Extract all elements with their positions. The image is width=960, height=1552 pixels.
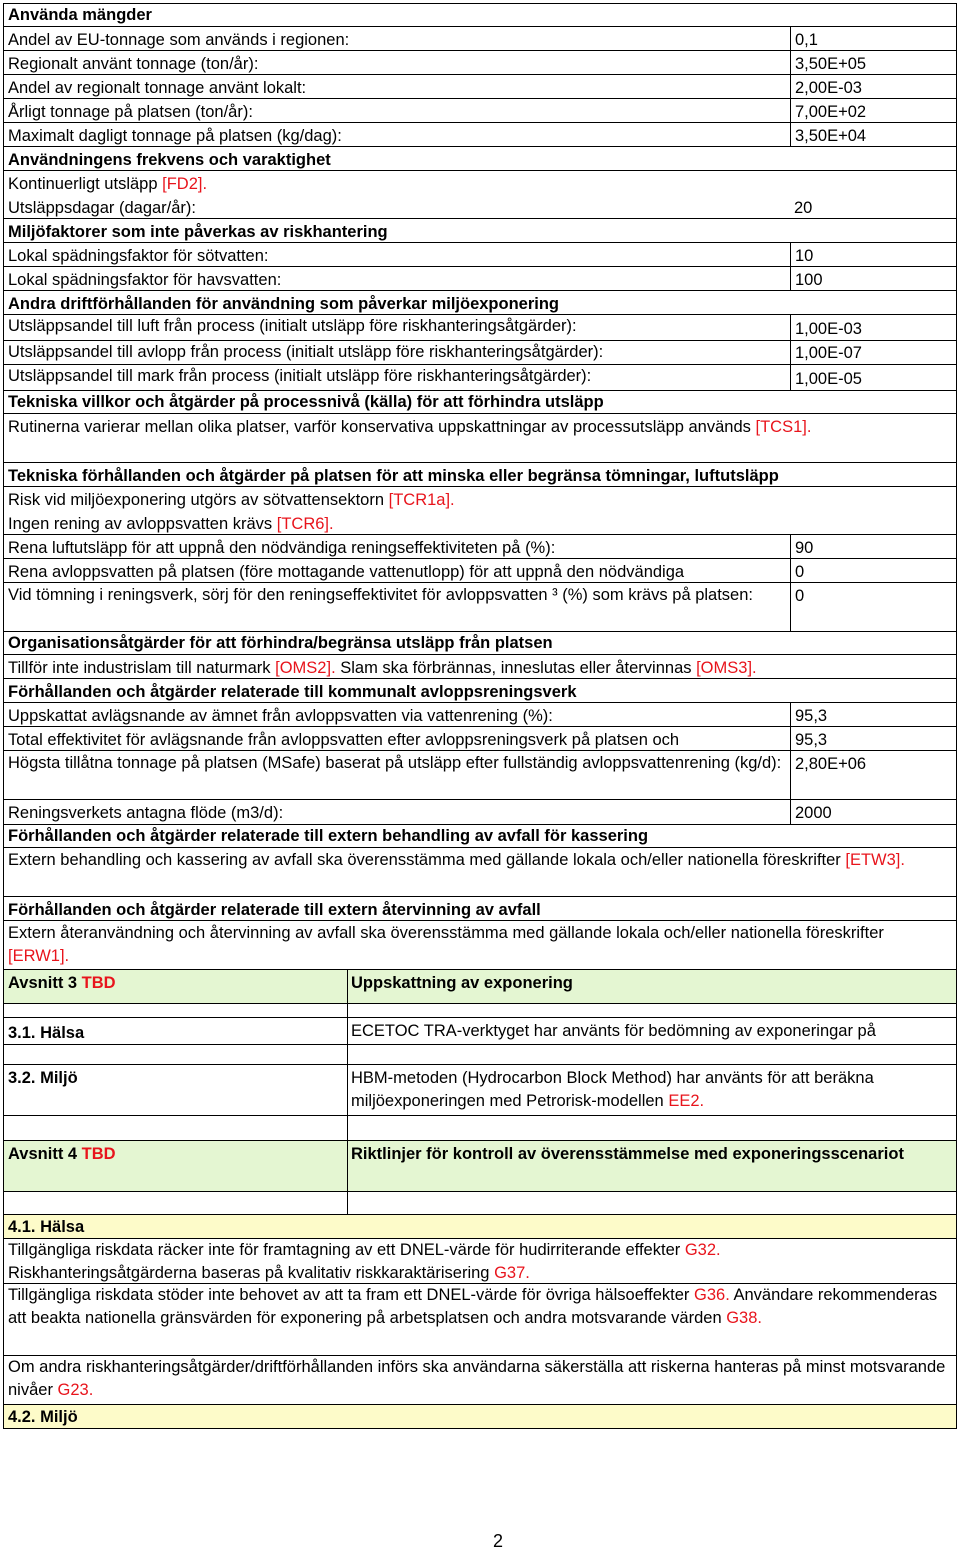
- table-row: Lokal spädningsfaktor för sötvatten: 10: [3, 243, 957, 267]
- table-row: Andel av regionalt tonnage använt lokalt: 2,00E-03: [3, 75, 957, 99]
- page-number: 2: [493, 1531, 504, 1551]
- external-recycling-heading: Förhållanden och åtgärder relaterade till extern återvinning av avfall: [3, 897, 957, 921]
- table-row: Reningsverkets antagna flöde (m3/d): 2000: [3, 800, 957, 825]
- table-row: Maximalt dagligt tonnage på platsen (kg/dag): 3,50E+04: [3, 123, 957, 147]
- table-row: Rena avloppsvatten på platsen (före mottagande vattenutlopp) för att uppnå den nödvändiga 0: [3, 559, 957, 583]
- organisational-heading: Organisationsåtgärder för att förhindra/begränsa utsläpp från platsen: [3, 632, 957, 655]
- external-disposal-heading: Förhållanden och åtgärder relaterade till extern behandling av avfall för kassering: [3, 825, 957, 848]
- technical-process-text: Rutinerna varierar mellan olika platser, varför konservativa uppskattningar av processutsläpp används [TCS1].: [3, 414, 957, 463]
- release-days-row: Utsläppsdagar (dagar/år): 20: [3, 195, 957, 219]
- organisational-text: Tillför inte industrislam till naturmark [OMS2]. Slam ska förbrännas, inneslutas eller återvinnas [OMS3].: [3, 655, 957, 679]
- technical-process-heading: Tekniska villkor och åtgärder på processnivå (källa) för att förhindra utsläpp: [3, 391, 957, 414]
- technical-site-heading: Tekniska förhållanden och åtgärder på platsen för att minska eller begränsa tömningar, luftutsläpp: [3, 463, 957, 487]
- table-row: Uppskattat avlägsnande av ämnet från avloppsvatten via vattenrening (%): 95,3: [3, 703, 957, 727]
- other-conditions-heading: Andra driftförhållanden för användning som påverkar miljöexponering: [3, 291, 957, 315]
- table-row: Utsläppsandel till mark från process (initialt utsläpp före riskhanteringsåtgärder): 1,00E-05: [3, 365, 957, 391]
- used-amounts-heading: Använda mängder: [3, 4, 957, 27]
- spacer-row: [3, 1045, 957, 1065]
- frequency-heading: Användningens frekvens och varaktighet: [3, 147, 957, 171]
- external-disposal-text: Extern behandling och kassering av avfall ska överensstämma med gällande lokala och/eller nationella föreskrifter [ETW3].: [3, 848, 957, 897]
- table-row: Utsläppsandel till luft från process (initialt utsläpp före riskhanteringsåtgärder): 1,00E-03: [3, 315, 957, 341]
- section4-health-block1: Tillgängliga riskdata räcker inte för framtagning av ett DNEL-värde för hudirriterande effekter G32. Riskhanteringsåtgärderna baseras på kvalitativ riskkaraktärisering G37.: [3, 1239, 957, 1284]
- section3-env-row: 3.2. Miljö HBM-metoden (Hydrocarbon Block Method) har använts för att beräkna miljöexponeringen med Petrorisk-modellen EE2.: [3, 1065, 957, 1116]
- spacer-row: [3, 1116, 957, 1141]
- document-sheet: [3, 3, 957, 1429]
- table-row: Lokal spädningsfaktor för havsvatten: 100: [3, 267, 957, 291]
- spacer-row: [3, 1004, 957, 1018]
- external-recycling-text: Extern återanvändning och återvinning av avfall ska överensstämma med gällande lokala och/eller nationella föreskrifter [ERW1].: [3, 921, 957, 970]
- spacer-row: [3, 1192, 957, 1215]
- continuous-release-row: Kontinuerligt utsläpp [FD2].: [3, 171, 957, 195]
- no-treatment-row: Ingen rening av avloppsvatten krävs [TCR6].: [3, 511, 957, 535]
- table-row: Vid tömning i reningsverk, sörj för den reningseffektivitet för avloppsvatten ³ (%) som krävs på platsen: 0: [3, 583, 957, 632]
- env-factors-heading: Miljöfaktorer som inte påverkas av riskhantering: [3, 219, 957, 243]
- section4-header: Avsnitt 4 TBD Riktlinjer för kontroll av överensstämmelse med exponeringsscenariot: [3, 1141, 957, 1192]
- table-row: Årligt tonnage på platsen (ton/år): 7,00E+02: [3, 99, 957, 123]
- section3-health-row: 3.1. Hälsa ECETOC TRA-verktyget har använts för bedömning av exponeringar på: [3, 1018, 957, 1045]
- section3-header: Avsnitt 3 TBD Uppskattning av exponering: [3, 970, 957, 1004]
- table-row: Andel av EU-tonnage som används i regionen: 0,1: [3, 27, 957, 51]
- section4-health-block2: Tillgängliga riskdata stöder inte behovet av att ta fram ett DNEL-värde för övriga hälsoeffekter G36. Användare rekommenderas att beakta nationella gränsvärden för exponering på arbetsplatsen och andra motsvarande värden G38.: [3, 1284, 957, 1356]
- table-row: Rena luftutsläpp för att uppnå den nödvändiga reningseffektiviteten på (%): 90: [3, 535, 957, 559]
- table-row: Total effektivitet för avlägsnande från avloppsvatten efter avloppsreningsverk på platsen och 95,3: [3, 727, 957, 751]
- municipal-heading: Förhållanden och åtgärder relaterade till kommunalt avloppsreningsverk: [3, 679, 957, 703]
- section4-health-heading: 4.1. Hälsa: [3, 1215, 957, 1239]
- table-row: Högsta tillåtna tonnage på platsen (MSafe) baserat på utsläpp efter fullständig avloppsvattenrening (kg/d): 2,80E+06: [3, 751, 957, 800]
- column-divider: [347, 1141, 348, 1191]
- risk-row: Risk vid miljöexponering utgörs av sötvattensektorn [TCR1a].: [3, 487, 957, 511]
- table-row: Regionalt använt tonnage (ton/år): 3,50E+05: [3, 51, 957, 75]
- section4-env-heading: 4.2. Miljö: [3, 1405, 957, 1429]
- table-row: Utsläppsandel till avlopp från process (initialt utsläpp före riskhanteringsåtgärder): 1,00E-07: [3, 341, 957, 365]
- column-divider: [347, 970, 348, 1003]
- section4-health-block3: Om andra riskhanteringsåtgärder/driftförhållanden införs ska användarna säkerställa att riskerna hanteras på minst motsvarande nivåer G23.: [3, 1356, 957, 1405]
